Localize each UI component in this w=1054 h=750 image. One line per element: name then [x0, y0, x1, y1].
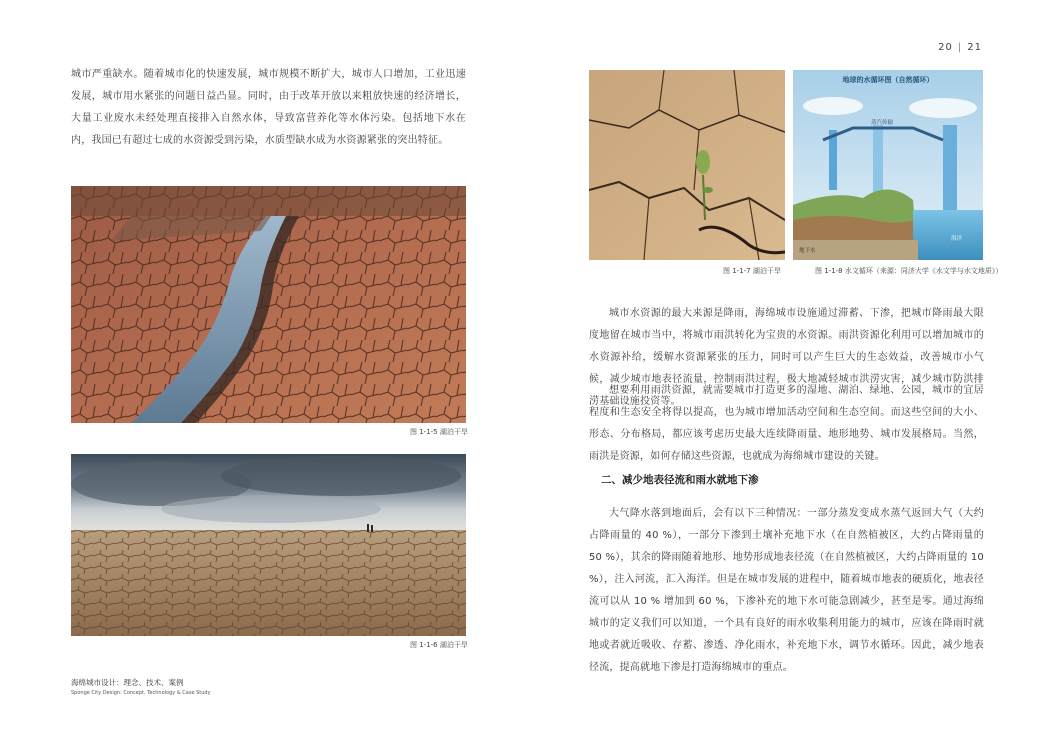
diagram-title: 地球的水循环图（自然循环）	[842, 76, 934, 84]
page-number-right: 21	[967, 42, 982, 53]
photo-lake-drought-2	[71, 454, 466, 636]
photo-lake-drought-1	[71, 186, 466, 423]
section-paragraph: 大气降水落到地面后，会有以下三种情况：一部分蒸发变成水蒸气返回大气（大约占降雨量的 40 %），一部分下渗到土壤补充地下水（在自然植被区，大约占降雨量的 50 %），其余的降雨随着地形、地势形成地表径流（在自然植被区，大约占降雨量的 10 %），注入河流，汇入海洋。但是在城市发展的进程中，随着城市地表的硬质化，地表径流可以从 10 % 增加到 60 %，下渗补充的地下水可能急剧减少，甚至是零。通过海绵城市的定义我们可以知道，一个具有良好的雨水收集利用能力的城市，应该在降雨时就地或者就近吸收、存蓄、渗透、净化雨水，补充地下水，调节水循环。因此，减少地表径流，提高就地下渗是打造海绵城市的重点。	[589, 508, 984, 673]
left-intro-paragraph: 城市严重缺水。随着城市化的快速发展，城市规模不断扩大，城市人口增加，工业迅速发展，城市用水紧张的问题日益凸显。同时，由于改革开放以来粗放快速的经济增长，大量工业废水未经处理直接排入自然水体，导致富营养化等水体污染。包括地下水在内，我国已有超过七成的水资源受到污染，水质型缺水成为水资源紧张的突出特征。	[71, 69, 466, 146]
section-heading: 二、减少地表径流和雨水就地下渗	[601, 474, 759, 486]
water-cycle-diagram	[793, 70, 983, 260]
right-paragraph-2: 想要利用雨洪资源，就需要城市打造更多的湿地、湖泊、绿地、公园，城市的宜居程度和生态安全将得以提高，也为城市增加活动空间和生态空间。而这些空间的大小、形态、分布格局，都应该考虑历史最大连续降雨量、地形地势、城市发展格局。当然，雨洪是资源，如何存储这些资源，也就成为海绵城市建设的关键。	[589, 385, 984, 462]
fig5-caption: 图 1-1-5 湖泊干旱	[410, 428, 468, 436]
photo-sprout-cracked-earth	[589, 70, 785, 260]
diagram-label-ocean: 海洋	[951, 236, 963, 242]
diagram-label-groundwater: 地下水	[799, 248, 816, 254]
page-numbers	[938, 42, 982, 53]
diagram-label-transport: 蒸汽传输	[871, 120, 894, 126]
book-footer	[71, 677, 211, 696]
fig6-caption: 图 1-1-6 湖泊干旱	[410, 641, 468, 649]
fig7-caption: 图 1-1-7 湖泊干旱	[723, 267, 781, 275]
fig8-caption: 图 1-1-8 水文循环（来源：同济大学《水文学与水文地质》）	[815, 267, 1003, 275]
page-number-left: 20	[938, 42, 953, 53]
page-number-separator: |	[957, 42, 963, 53]
right-paragraph-1: 城市水资源的最大来源是降雨，海绵城市设施通过滞蓄、下渗，把城市降雨最大限度地留在城市当中，将城市雨洪转化为宝贵的水资源。雨洪资源化利用可以增加城市的水资源补给，缓解水资源紧张的压力，同时可以产生巨大的生态效益，改善城市小气候，减少城市地表径流量，控制雨洪过程，极大地减轻城市洪涝灾害，减少城市防洪排涝基础设施投资等。	[589, 308, 984, 407]
footer-title-zh: 海绵城市设计：理念、技术、案例	[71, 678, 184, 687]
footer-title-en: Sponge City Design: Concept, Technology & Case Study	[71, 690, 211, 696]
